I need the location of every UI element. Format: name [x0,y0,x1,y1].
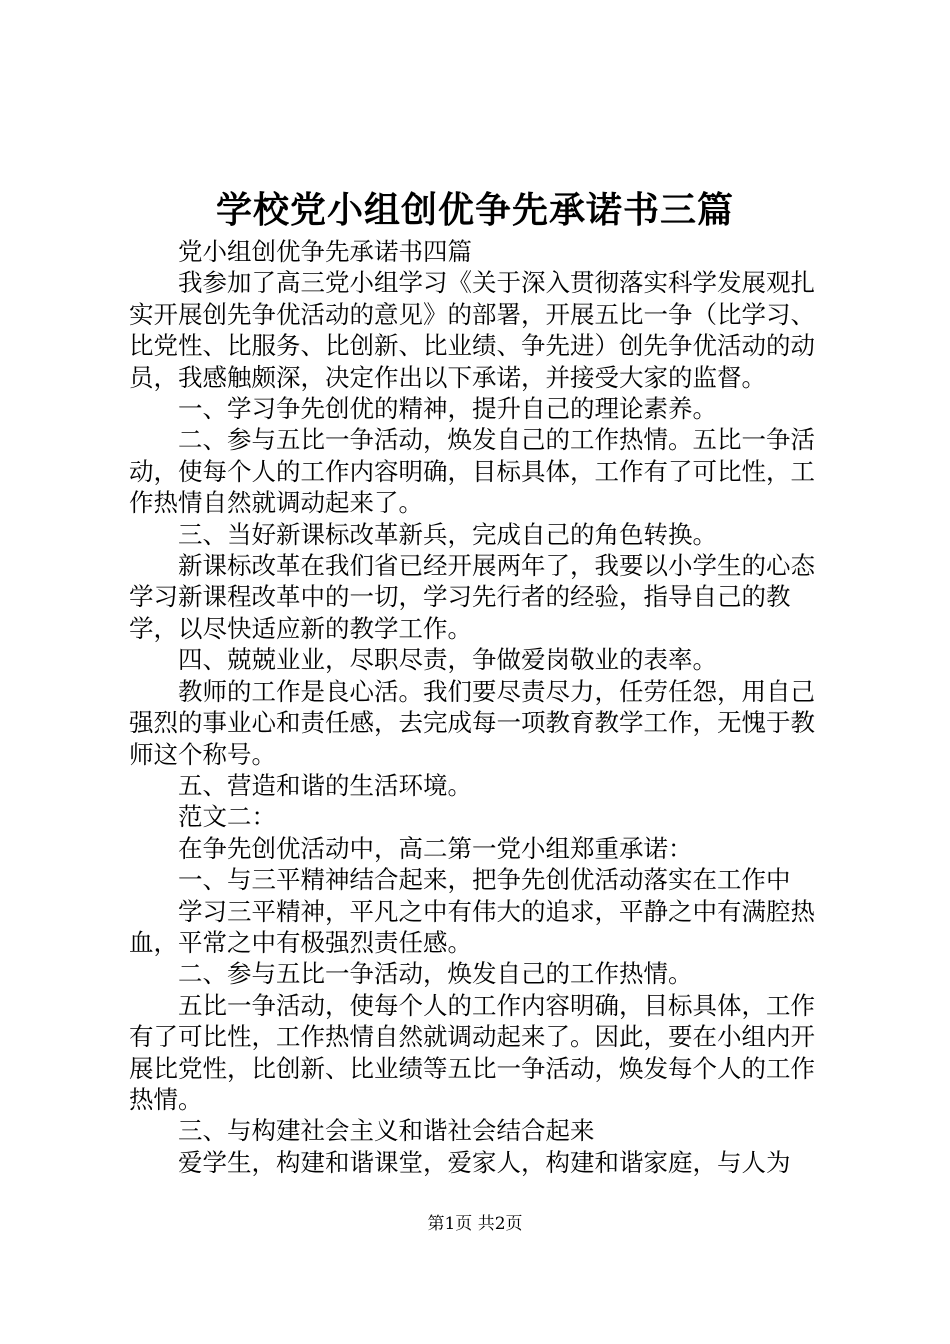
paragraph: 一、与三平精神结合起来，把争先创优活动落实在工作中 [178,865,791,895]
document-title: 学校党小组创优争先承诺书三篇 [215,189,734,231]
paragraph: 五、营造和谐的生活环境。 [178,770,472,800]
paragraph: 二、参与五比一争活动，焕发自己的工作热情。五比一争活动，使每个人的工作内容明确，目标具体，工作有了可比性，工作热情自然就调动起来了。 [129,425,815,518]
page-footer: 第1页 共2页 [427,1214,523,1234]
paragraph: 我参加了高三党小组学习《关于深入贯彻落实科学发展观扎实开展创先争优活动的意见》的部署，开展五比一争（比学习、比党性、比服务、比创新、比业绩、争先进）创先争优活动的动员，我感触颇深，决定作出以下承诺，并接受大家的监督。 [129,268,815,392]
paragraph: 一、学习争先创优的精神，提升自己的理论素养。 [178,394,717,424]
paragraph: 学习三平精神，平凡之中有伟大的追求，平静之中有满腔热血，平常之中有极强烈责任感。 [129,896,815,957]
paragraph: 在争先创优活动中，高二第一党小组郑重承诺： [178,833,693,863]
document-body [129,236,829,1178]
paragraph: 教师的工作是良心活。我们要尽责尽力，任劳任怨，用自己强烈的事业心和责任感，去完成每一项教育教学工作，无愧于教师这个称号。 [129,676,815,769]
paragraph: 爱学生，构建和谐课堂，爱家人，构建和谐家庭，与人为 [178,1147,791,1177]
paragraph: 三、当好新课标改革新兵，完成自己的角色转换。 [178,519,717,549]
paragraph: 四、兢兢业业，尽职尽责，争做爱岗敬业的表率。 [178,645,717,675]
paragraph: 三、与构建社会主义和谐社会结合起来 [178,1116,595,1146]
paragraph: 新课标改革在我们省已经开展两年了，我要以小学生的心态学习新课程改革中的一切，学习先行者的经验，指导自己的教学，以尽快适应新的教学工作。 [129,551,815,643]
paragraph: 党小组创优争先承诺书四篇 [178,237,472,266]
paragraph: 范文二： [178,802,276,832]
paragraph: 二、参与五比一争活动，焕发自己的工作热情。 [178,959,693,989]
paragraph: 五比一争活动，使每个人的工作内容明确，目标具体，工作有了可比性，工作热情自然就调动起来了。因此，要在小组内开展比党性，比创新、比业绩等五比一争活动，焕发每个人的工作热情。 [129,990,815,1114]
